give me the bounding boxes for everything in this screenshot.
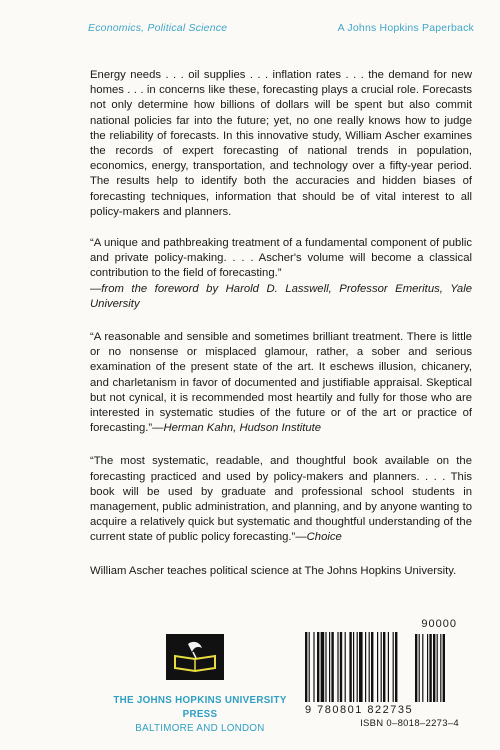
blurb-text: “A reasonable and sensible and sometimes brilliant treatment. There is little or no nonsense or misplaced glamour, rather, a sober and serious examination of the present state of the art. It eschews illusion, chicanery, and charletanism in favor of documented and justifiable appraisal. Skeptical but not cynical, it is recommended most heartily and fully for those who are interested in systematic studies of the future or of the art or practice of forecasting.” [90,331,472,435]
barcode-block [303,618,463,730]
ean-number: 9 780801 822735 [305,704,414,716]
blurb-quote [90,330,472,436]
blurb-quote [90,236,472,312]
subject-category: Economics, Political Science [88,22,228,34]
blurb-attribution: —from the foreword by Harold D. Lasswell, Professor Emeritus, Yale University [90,282,472,310]
blurb-attribution: —Herman Kahn, Hudson Institute [152,422,322,435]
back-cover-text [90,68,472,579]
blurb-attribution: —Choice [295,531,342,544]
intro-paragraph: Energy needs . . . oil supplies . . . inflation rates . . . the demand for new homes . . . in concerns like these, forecasting plays a crucial role. Forecasts not only determine how billions of dollars will be spent but also commit national policies far into the future; yet, no one really knows how to judge the reliability of forecasts. In this innovative study, William Ascher examines the records of expert forecasting of national trends in population, economics, energy, transportation, and technology over a fifty-year period. The results help to identify both the accuracies and hidden biases of forecasting techniques, information that should be of vital interest to all policy-makers and planners. [90,69,472,218]
blurb-text: “A unique and pathbreaking treatment of a fundamental component of public and private policy-making. . . . Ascher's volume will become a classical contribution to the field of forecasting.” [90,237,472,280]
isbn-number: ISBN 0–8018–2273–4 [360,718,459,729]
publisher-imprint [95,694,305,736]
publisher-name: THE JOHNS HOPKINS UNIVERSITY PRESS [113,695,287,720]
blurb-quote [90,454,472,545]
header-line [88,22,474,34]
publisher-location: BALTIMORE AND LONDON [135,723,265,734]
blurb-text: “The most systematic, readable, and thoughtful book available on the forecasting practiced and used by policy-makers and planners. . . . This book will be used by graduate and professional school students in management, public administration, and planning, and by anyone wanting to acquire a relatively quick but systematic and thoughtful understanding of the current state of public policy forecasting.” [90,455,472,544]
barcode-icon [303,632,461,706]
series-name: A Johns Hopkins Paperback [337,22,474,34]
author-bio: William Ascher teaches political science at The Johns Hopkins University. [90,564,457,577]
price-code: 90000 [421,618,457,630]
publisher-logo-icon [166,634,224,680]
